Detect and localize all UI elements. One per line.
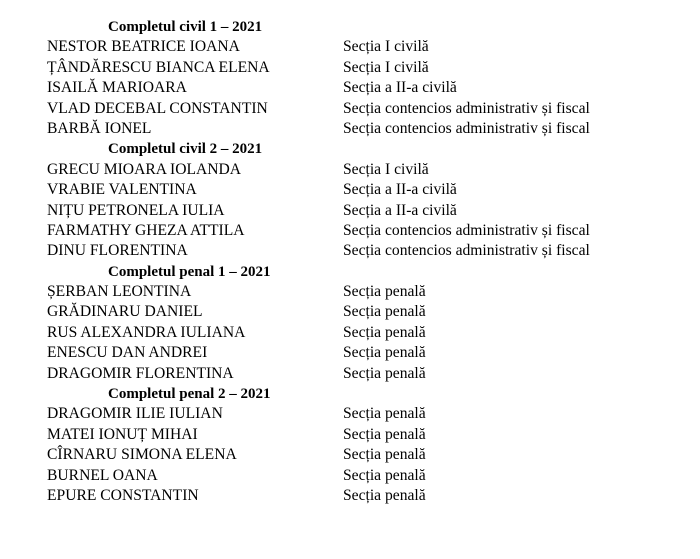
member-section: Secția penală [343, 486, 426, 504]
member-row [0, 119, 700, 139]
member-row [0, 425, 700, 445]
member-name: DRAGOMIR ILIE IULIAN [47, 405, 223, 423]
member-name: MATEI IONUȚ MIHAI [47, 425, 198, 443]
member-section: Secția I civilă [343, 58, 429, 76]
member-section: Secția a II-a civilă [343, 201, 457, 219]
member-name: VLAD DECEBAL CONSTANTIN [47, 99, 268, 117]
member-name: DINU FLORENTINA [47, 242, 188, 260]
member-section: Secția I civilă [343, 160, 429, 178]
member-section: Secția penală [343, 303, 426, 321]
member-row [0, 364, 700, 384]
member-section: Secția I civilă [343, 38, 429, 56]
member-section: Secția penală [343, 425, 426, 443]
member-name: VRABIE VALENTINA [47, 181, 197, 199]
member-name: ȘERBAN LEONTINA [47, 283, 192, 301]
member-row [0, 37, 700, 57]
member-name: GRECU MIOARA IOLANDA [47, 160, 242, 178]
member-section: Secția a II-a civilă [343, 181, 457, 199]
member-name: ENESCU DAN ANDREI [47, 344, 208, 362]
member-name: EPURE CONSTANTIN [47, 486, 199, 504]
member-row [0, 486, 700, 506]
member-section: Secția penală [343, 466, 426, 484]
member-row [0, 160, 700, 180]
group-heading-text: Completul penal 1 – 2021 [108, 263, 271, 280]
member-section: Secția a II-a civilă [343, 79, 457, 97]
group-heading-text: Completul civil 1 – 2021 [108, 19, 263, 35]
member-name: GRĂDINARU DANIEL [47, 303, 203, 321]
member-row [0, 241, 700, 261]
member-row [0, 323, 700, 343]
group-heading [0, 384, 700, 404]
member-row [0, 201, 700, 221]
member-row [0, 445, 700, 465]
member-section: Secția penală [343, 446, 426, 464]
member-name: BURNEL OANA [47, 466, 158, 484]
member-name: DRAGOMIR FLORENTINA [47, 364, 234, 382]
member-section: Secția contencios administrativ și fiscal [343, 242, 590, 260]
member-name: FARMATHY GHEZA ATTILA [47, 221, 245, 239]
member-name: ISAILĂ MARIOARA [47, 79, 187, 97]
member-name: NESTOR BEATRICE IOANA [47, 38, 240, 56]
member-row [0, 221, 700, 241]
member-name: NIȚU PETRONELA IULIA [47, 201, 225, 219]
member-row [0, 282, 700, 302]
member-name: BARBĂ IONEL [47, 119, 152, 137]
group-heading [0, 262, 700, 282]
member-name: CÎRNARU SIMONA ELENA [47, 446, 237, 464]
member-row [0, 78, 700, 98]
member-name: ȚÂNDĂRESCU BIANCA ELENA [47, 58, 270, 76]
member-row [0, 99, 700, 119]
group-heading [0, 139, 700, 159]
member-section: Secția penală [343, 344, 426, 362]
member-row [0, 180, 700, 200]
member-section: Secția penală [343, 283, 426, 301]
member-section: Secția penală [343, 405, 426, 423]
group-heading-text: Completul penal 2 – 2021 [108, 386, 271, 403]
group-heading [0, 17, 700, 37]
member-section: Secția contencios administrativ și fiscal [343, 221, 590, 239]
member-row [0, 343, 700, 363]
member-row [0, 404, 700, 424]
panel-composition-document [0, 17, 700, 506]
member-name: RUS ALEXANDRA IULIANA [47, 323, 246, 341]
member-row [0, 302, 700, 322]
member-section: Secția penală [343, 364, 426, 382]
member-row [0, 58, 700, 78]
member-row [0, 466, 700, 486]
group-heading-text: Completul civil 2 – 2021 [108, 141, 263, 158]
member-section: Secția contencios administrativ și fiscal [343, 99, 590, 117]
member-section: Secția penală [343, 323, 426, 341]
member-section: Secția contencios administrativ și fiscal [343, 119, 590, 137]
